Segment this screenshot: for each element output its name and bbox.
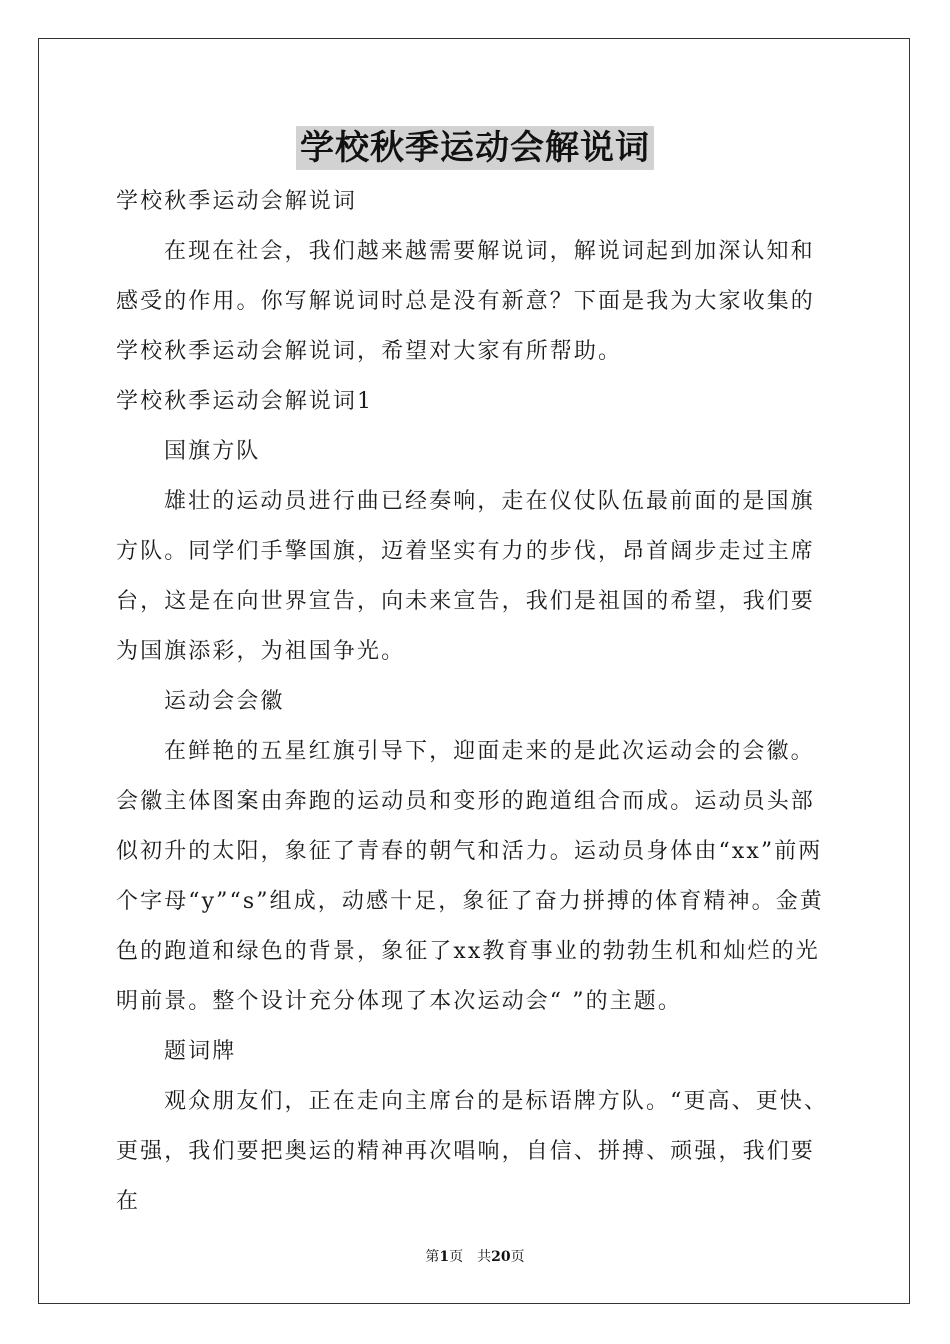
block-text-slogan: 观众朋友们，正在走向主席台的是标语牌方队。“更高、更快、更强，我们要把奥运的精神再次唱响，自信、拼搏、顽强，我们要在	[116, 1089, 829, 1214]
document-title: 学校秋季运动会解说词	[296, 126, 654, 170]
document-body	[116, 177, 832, 1227]
block-heading-slogan: 题词牌	[164, 1039, 237, 1064]
page-suffix: 页	[449, 1249, 464, 1265]
total-prefix: 共	[477, 1249, 492, 1265]
subtitle: 学校秋季运动会解说词	[116, 189, 358, 214]
page-current: 1	[439, 1249, 450, 1265]
title-container	[0, 126, 950, 170]
section-heading: 学校秋季运动会解说词1	[116, 389, 374, 414]
block-heading-emblem: 运动会会徽	[164, 689, 285, 714]
block-text-flag: 雄壮的运动员进行曲已经奏响，走在仪仗队伍最前面的是国旗方队。同学们手擎国旗，迈着坚实有力的步伐，昂首阔步走过主席台，这是在向世界宣告，向未来宣告，我们是祖国的希望，我们要为国旗添彩，为祖国争光。	[116, 489, 815, 664]
intro-paragraph: 在现在社会，我们越来越需要解说词，解说词起到加深认知和感受的作用。你写解说词时总是没有新意？下面是我为大家收集的学校秋季运动会解说词，希望对大家有所帮助。	[116, 239, 815, 364]
total-pages: 20	[491, 1249, 511, 1265]
total-suffix: 页	[510, 1249, 525, 1265]
page-prefix: 第	[425, 1249, 440, 1265]
block-text-emblem: 在鲜艳的五星红旗引导下，迎面走来的是此次运动会的会徽。会徽主体图案由奔跑的运动员和变形的跑道组合而成。运动员头部似初升的太阳，象征了青春的朝气和活力。运动员身体由“xx”前两个字母“y”“s”组成，动感十足，象征了奋力拼搏的体育精神。金黄色的跑道和绿色的背景，象征了xx教育事业的勃勃生机和灿烂的光明前景。整个设计充分体现了本次运动会“ ”的主题。	[116, 739, 824, 1014]
block-heading-flag: 国旗方队	[164, 439, 261, 464]
page-footer	[0, 1246, 950, 1266]
